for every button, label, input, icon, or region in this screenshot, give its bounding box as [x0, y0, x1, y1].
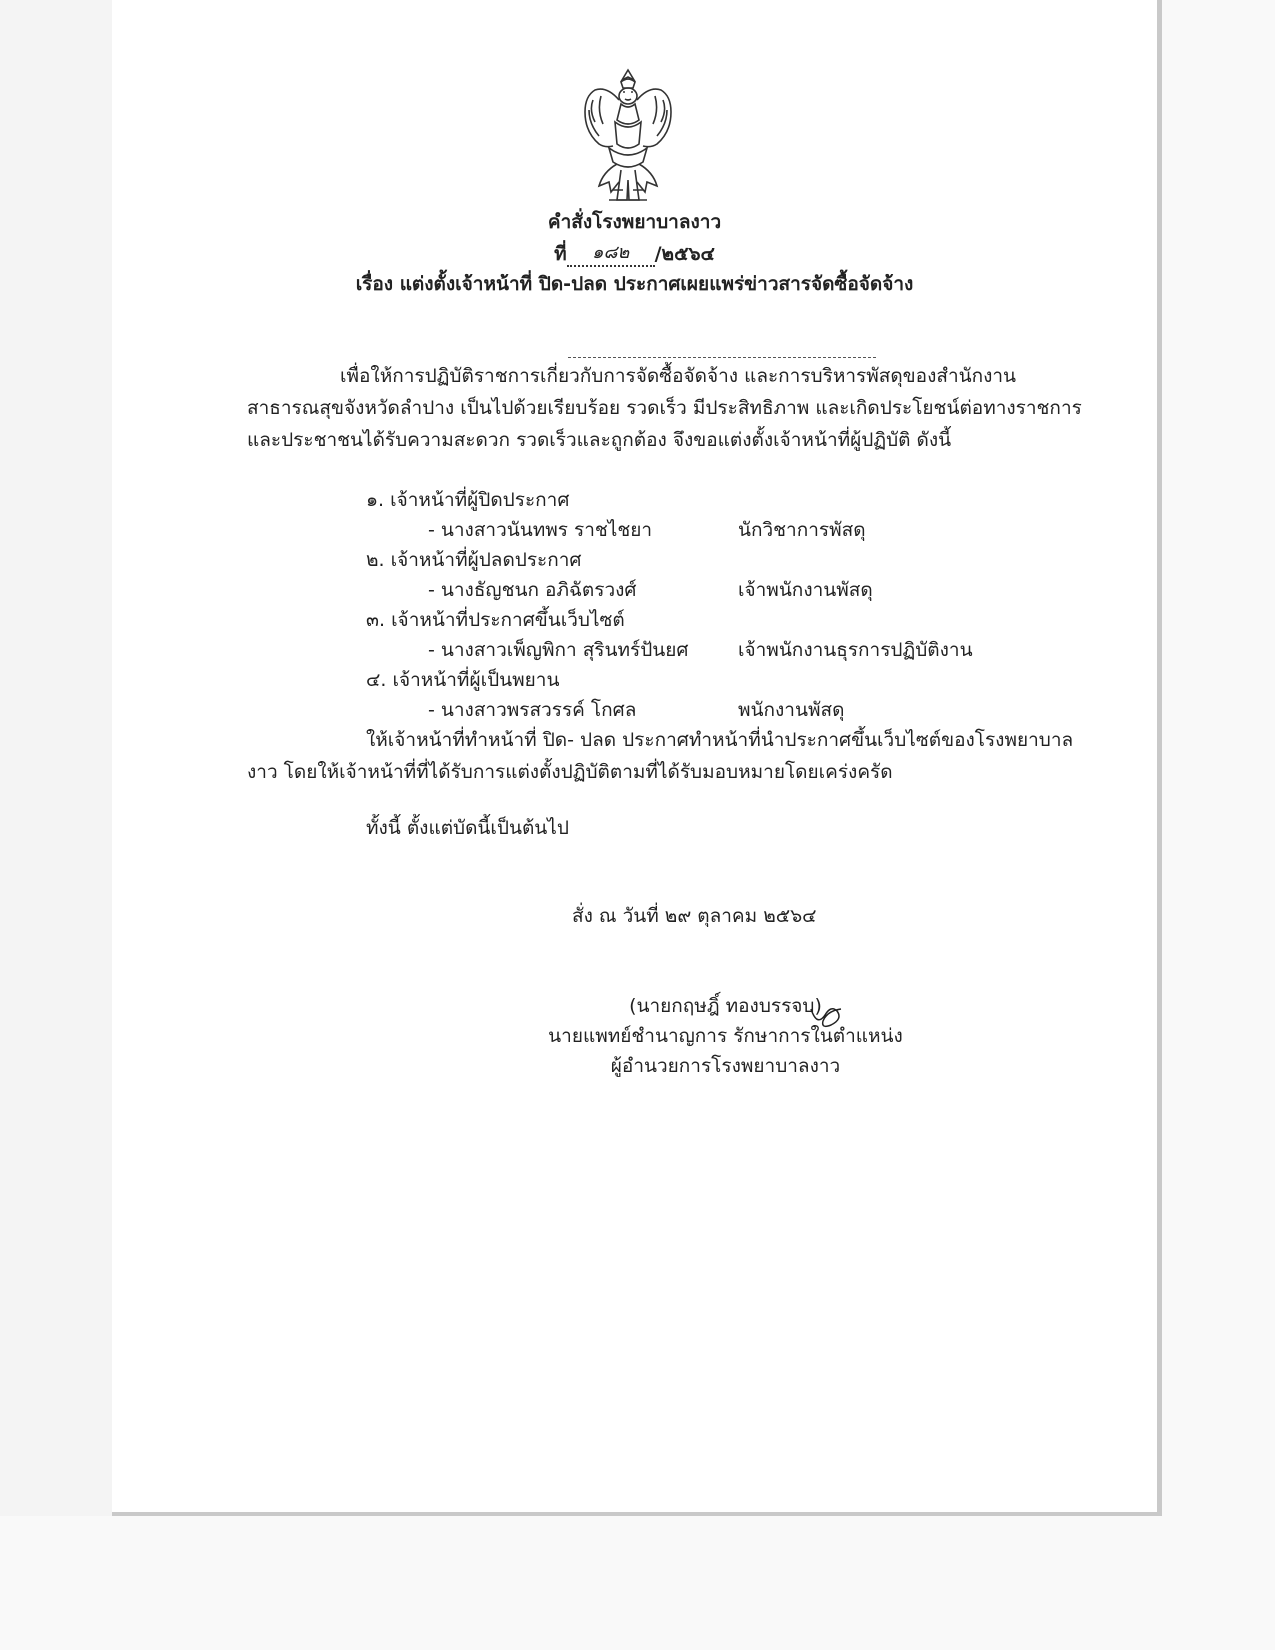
body-line-3: และประชาชนได้รับความสะดวก รวดเร็วและถูกต้อง จึงขอแต่งตั้งเจ้าหน้าที่ผู้ปฏิบัติ ดังนี้ — [247, 429, 952, 451]
garuda-emblem-icon — [579, 66, 677, 206]
signatory-title-1: นายแพทย์ชำนาญการ รักษาการในตำแหน่ง — [548, 1025, 903, 1047]
signed-date: สั่ง ณ วันที่ ๒๙ ตุลาคม ๒๕๖๔ — [572, 905, 817, 927]
handwritten-number: ๑๘๒ — [567, 241, 655, 267]
instruction-line-2: งาว โดยให้เจ้าหน้าที่ที่ได้รับการแต่งตั้งปฏิบัติตามที่ได้รับมอบหมายโดยเคร่งครัด — [247, 761, 893, 783]
instruction-line-1: ให้เจ้าหน้าที่ทำหน้าที่ ปิด- ปลด ประกาศทำหน้าที่นำประกาศขึ้นเว็บไซต์ของโรงพยาบาล — [366, 729, 1074, 751]
duty-heading-4: ๔. เจ้าหน้าที่ผู้เป็นพยาน — [366, 669, 560, 691]
separator-line — [568, 357, 876, 358]
order-number — [112, 242, 1157, 269]
duty-position-2: เจ้าพนักงานพัสดุ — [738, 579, 873, 601]
signatory-title-2: ผู้อำนวยการโรงพยาบาลงาว — [610, 1055, 841, 1077]
duty-assignee-3 — [428, 638, 973, 662]
duty-name-3: - นางสาวเพ็ญพิกา สุรินทร์ปันยศ — [428, 639, 689, 661]
scan-margin — [0, 0, 112, 1516]
duty-position-3: เจ้าพนักงานธุรการปฏิบัติงาน — [738, 639, 973, 661]
duty-name-4: - นางสาวพรสวรรค์ โกศล — [428, 699, 637, 721]
body-line-2: สาธารณสุขจังหวัดลำปาง เป็นไปด้วยเรียบร้อย รวดเร็ว มีประสิทธิภาพ และเกิดประโยชน์ต่อทางราชการ — [247, 397, 1082, 419]
page-title: คำสั่งโรงพยาบาลงาว — [547, 211, 722, 233]
subject-line: เรื่อง แต่งตั้งเจ้าหน้าที่ ปิด-ปลด ประกาศเผยแพร่ข่าวสารจัดซื้อจัดจ้าง — [355, 273, 914, 295]
duty-position-1: นักวิชาการพัสดุ — [738, 519, 866, 541]
signatory-name: (นายกฤษฎิ์ ทองบรรจบ) — [629, 995, 822, 1017]
document-page — [112, 0, 1157, 1512]
number-suffix: /๒๕๖๔ — [654, 243, 715, 265]
duty-name-2: - นางธัญชนก อภิฉัตรวงศ์ — [428, 579, 637, 601]
effective-clause: ทั้งนี้ ตั้งแต่บัดนี้เป็นต้นไป — [366, 817, 569, 839]
duty-assignee-2 — [428, 578, 873, 602]
duty-heading-2: ๒. เจ้าหน้าที่ผู้ปลดประกาศ — [366, 549, 582, 571]
duty-assignee-1 — [428, 518, 866, 542]
duty-name-1: - นางสาวนันทพร ราชไชยา — [428, 519, 653, 541]
body-line-1: เพื่อให้การปฏิบัติราชการเกี่ยวกับการจัดซื้อจัดจ้าง และการบริหารพัสดุของสำนักงาน — [340, 365, 1017, 387]
duty-heading-3: ๓. เจ้าหน้าที่ประกาศขึ้นเว็บไซต์ — [366, 609, 625, 631]
duty-assignee-4 — [428, 698, 844, 722]
duty-heading-1: ๑. เจ้าหน้าที่ผู้ปิดประกาศ — [366, 489, 570, 511]
number-prefix: ที่ — [554, 243, 567, 265]
duty-position-4: พนักงานพัสดุ — [738, 699, 845, 721]
